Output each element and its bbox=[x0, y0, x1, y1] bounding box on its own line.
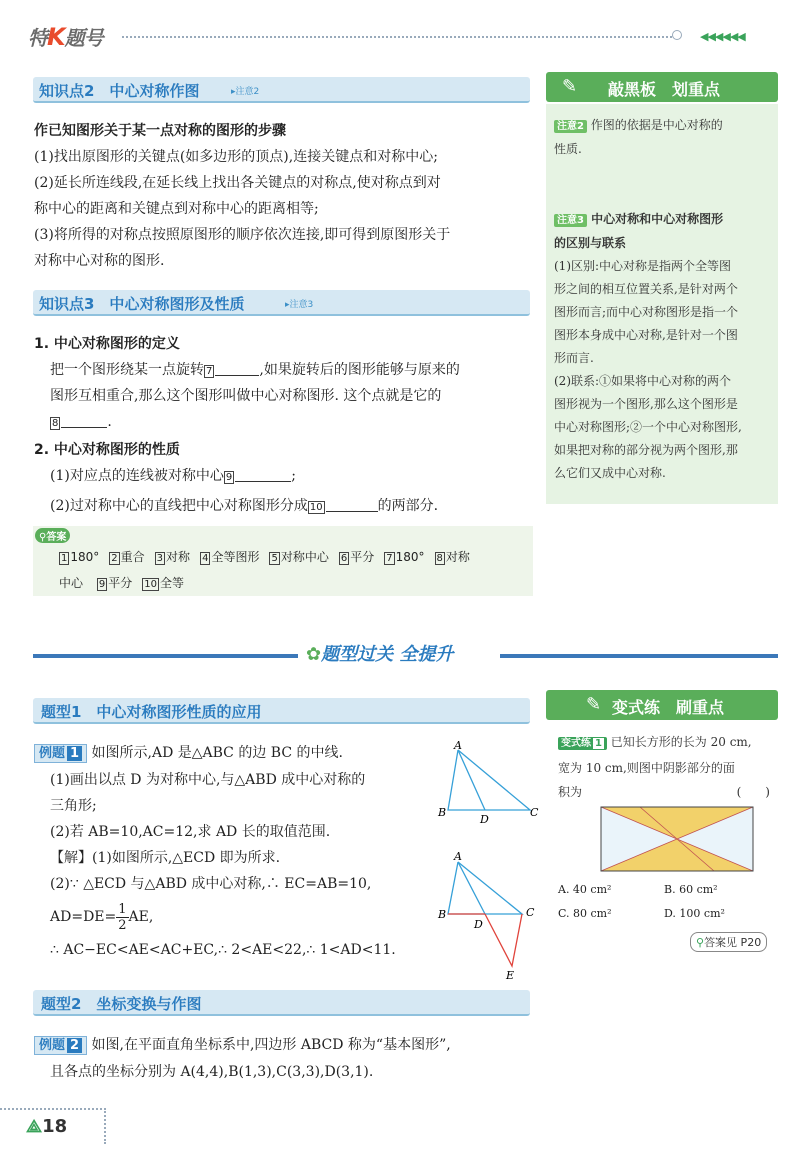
example-tag: 例题 2 bbox=[34, 1036, 87, 1055]
answer-text: 180° bbox=[395, 550, 425, 564]
type2-problem: 例题 2 如图,在平面直角坐标系中,四边形 ABCD 称为“基本图形”, 且各点的坐标分别为 A(4,4),B(1,3),C(3,3),D(3,1). bbox=[34, 1032, 544, 1085]
answer-item bbox=[339, 550, 374, 564]
answer-text: 平分 bbox=[350, 550, 375, 564]
type1-problem: 例题 1 如图所示,AD 是△ABC 的边 BC 的中线. (1)画出以点 D 为对称中心,与△ABD 成中心对称的 三角形; (2)若 AB=10,AC=12,求 AD 长的取值范围. 【解】(1)如图所示,△ECD 即为所求. (2)∵ △ECD 与△ABD 成中心对称,∴ EC=AB=10, AD=DE= $\frac{1}{2}$ AE, ∴ AC−EC<AE<AC+EC,∴ 2<AE<22,∴ 1<AD<11. bbox=[34, 740, 434, 963]
answer-number: 3 bbox=[156, 553, 164, 564]
kp3-prop-body: (1)对应点的连线被对称中心 9 ; (2)过对称中心的直线把中心对称图形分成 10 的两部分. bbox=[50, 468, 439, 514]
divider-emblem-icon: ✿ bbox=[306, 644, 322, 665]
answer-item bbox=[435, 550, 470, 564]
kp2-step-line: (1)找出原图形的关键点(如多边形的顶点),连接关键点和对称中心; bbox=[34, 149, 438, 165]
brand-text-right: 题号 bbox=[64, 26, 103, 50]
header-arrows-icon: ◀◀◀◀◀◀ bbox=[700, 30, 745, 43]
practice-body: 变式练 1 已知长方形的长为 20 cm, 宽为 10 cm,则图中阴影部分的面 积为 ( ) A. 40 cm² B. 60 cm² C. 80 cm² D. 100 cm² ⚲答案见 P20 bbox=[546, 722, 778, 962]
point-label: D bbox=[480, 813, 489, 826]
kp3-def-line: 图形互相重合,那么这个图形叫做中心对称图形. 这个点就是它的 bbox=[50, 388, 442, 404]
point-label: D bbox=[474, 918, 483, 931]
practice-header bbox=[546, 690, 778, 720]
blank-number: 7 bbox=[206, 366, 213, 377]
type1-title: 题型1 中心对称图形性质的应用 bbox=[41, 703, 262, 721]
answer-number: 10 bbox=[144, 579, 157, 590]
type1-header bbox=[33, 698, 530, 724]
student-icon: ✎ bbox=[562, 76, 578, 97]
point-label: B bbox=[438, 806, 447, 819]
shaded-rectangle-figure bbox=[600, 806, 754, 872]
fill-blank bbox=[326, 497, 378, 512]
kp2-step-line: (3)将所得的对称点按照原图形的顺序依次连接,即可得到原图形关于 bbox=[34, 227, 451, 243]
point-label: E bbox=[506, 969, 515, 982]
answer-item bbox=[384, 550, 424, 564]
answers-box bbox=[33, 526, 533, 596]
answer-number: 1 bbox=[61, 553, 68, 564]
answer-text: 全等图形 bbox=[211, 550, 260, 564]
divider-line-right bbox=[500, 654, 778, 658]
kp2-step-line: 对称中心对称的图形. bbox=[34, 253, 165, 269]
answer-text: 全等 bbox=[159, 576, 184, 590]
kp2-note: ▸注意2 bbox=[231, 87, 260, 97]
option: A. 40 cm² bbox=[558, 883, 612, 896]
brand-k: K bbox=[47, 23, 65, 51]
point-label: C bbox=[526, 906, 535, 919]
answers-row bbox=[59, 548, 480, 565]
answer-number: 2 bbox=[111, 553, 118, 564]
answer-item bbox=[269, 550, 328, 564]
kp3-def-heading: 1. 中心对称图形的定义 bbox=[34, 336, 180, 352]
kp2-heading: 作已知图形关于某一点对称的图形的步骤 bbox=[34, 123, 286, 139]
header-dotted-line bbox=[122, 36, 672, 38]
fill-blank bbox=[61, 413, 107, 428]
kp2-step-line: (2)延长所连线段,在延长线上找出各关键点的对称点,使对称点到对 bbox=[34, 175, 441, 191]
divider-line-left bbox=[33, 654, 298, 658]
type2-header bbox=[33, 990, 530, 1016]
answer-text: 重合 bbox=[120, 550, 145, 564]
blank-number: 10 bbox=[309, 502, 323, 513]
divider-title: ✿题型过关 全提升 bbox=[306, 644, 454, 665]
answer-item bbox=[200, 550, 259, 564]
kp2-title: 知识点2 中心对称作图 bbox=[39, 82, 200, 100]
student-icon: ✎ bbox=[586, 694, 602, 715]
brand-text-left: 特 bbox=[28, 26, 47, 50]
answer-text: 180° bbox=[70, 550, 100, 564]
answers-label: ⚲答案 bbox=[35, 528, 70, 543]
kp3-header bbox=[33, 290, 530, 316]
answer-text: 平分 bbox=[108, 576, 133, 590]
header-circle-icon bbox=[672, 30, 682, 40]
point-label: C bbox=[530, 806, 539, 819]
example-tag: 例题 1 bbox=[34, 744, 87, 763]
answer-item bbox=[59, 550, 99, 564]
page-number: ⟁18 bbox=[26, 1116, 68, 1137]
key-icon: ⚲ bbox=[39, 532, 47, 543]
blank-number: 9 bbox=[225, 472, 233, 483]
answers-row: 中心 9 平分 10 全等 bbox=[59, 576, 184, 590]
answer-item bbox=[155, 550, 190, 564]
blackboard-title: 敲黑板 划重点 bbox=[608, 80, 721, 99]
key-icon: ⚲ bbox=[696, 936, 705, 949]
option: D. 100 cm² bbox=[664, 907, 725, 920]
answer-text: 对称中心 bbox=[280, 550, 329, 564]
point-label: B bbox=[438, 908, 447, 921]
option: C. 80 cm² bbox=[558, 907, 612, 920]
note-tag: 注意3 bbox=[554, 214, 587, 227]
kp2-header bbox=[33, 77, 530, 103]
triangle-figure-2 bbox=[430, 848, 540, 983]
type2-title: 题型2 坐标变换与作图 bbox=[41, 995, 202, 1013]
answer-number: 7 bbox=[386, 553, 393, 564]
blackboard-body: 注意2 作图的依据是中心对称的 性质. 注意3 中心对称和中心对称图形 的区别与联系 (1)区别:中心对称是指两个全等图 形之间的相互位置关系,是针对两个 图形而言;而中心对称图形是指一个 图形本身成中心对称,是针对一个图 形而言. (2)联系:①如果将中心对称的两个 图形视为一个图形,那么这个图形是 中心对称图形;②一个中心对称图形, 如果把对称的部分视为两个图形,那 么它们又成中心对称. bbox=[546, 104, 778, 504]
point-label: A bbox=[454, 850, 462, 863]
answer-item bbox=[97, 576, 132, 590]
kp3-def-body: 把一个图形绕某一点旋转 7 ,如果旋转后的图形能够与原来的 图形互相重合,那么这个图形叫做中心对称图形. 这个点就是它的 8 . bbox=[50, 357, 540, 435]
answer-number: 6 bbox=[340, 553, 348, 564]
blank-number: 8 bbox=[52, 418, 59, 429]
compass-icon: ⟁ bbox=[26, 1116, 43, 1137]
kp3-title: 知识点3 中心对称图形及性质 bbox=[39, 295, 245, 313]
practice-title: 变式练 刷重点 bbox=[612, 698, 725, 717]
answer-number: 4 bbox=[202, 553, 209, 564]
answer-text: 对称 bbox=[166, 550, 191, 564]
answer-number: 5 bbox=[271, 553, 278, 564]
kp3-note: ▸注意3 bbox=[285, 300, 314, 310]
note-tag: 注意2 bbox=[554, 120, 587, 133]
fill-blank bbox=[215, 361, 259, 376]
answer-text: 对称 bbox=[445, 550, 470, 564]
point-label: A bbox=[454, 740, 462, 752]
kp3-prop-heading: 2. 中心对称图形的性质 bbox=[34, 442, 180, 458]
answer-item bbox=[109, 550, 144, 564]
blackboard-header bbox=[546, 72, 778, 102]
answer-item bbox=[142, 576, 184, 590]
option: B. 60 cm² bbox=[664, 883, 718, 896]
answer-ref-badge: ⚲答案见 P20 bbox=[690, 932, 767, 952]
kp2-step-line: 称中心的距离和关键点到对称中心的距离相等; bbox=[34, 201, 319, 217]
brand-logo bbox=[28, 22, 103, 51]
answer-number: 8 bbox=[436, 553, 443, 564]
fraction: $\frac{1}{2}$ bbox=[118, 901, 127, 933]
answer-number: 9 bbox=[98, 579, 106, 590]
triangle-figure-1 bbox=[430, 740, 540, 826]
fill-blank bbox=[235, 467, 291, 482]
kp2-steps bbox=[34, 144, 534, 274]
